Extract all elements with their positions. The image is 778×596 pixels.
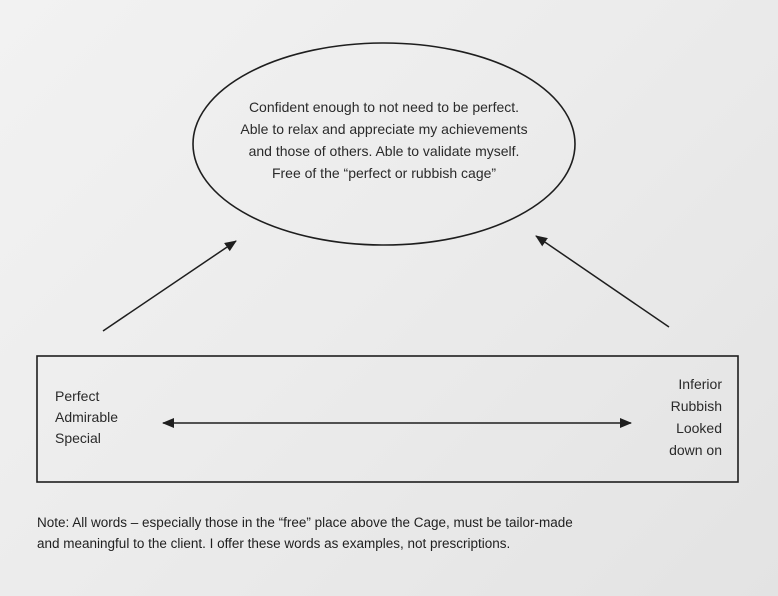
cage-right-word: Inferior bbox=[678, 376, 722, 392]
cage-right-word: Rubbish bbox=[670, 398, 722, 414]
cage-left-word: Admirable bbox=[55, 409, 119, 425]
cage-right-word: down on bbox=[669, 442, 722, 458]
cage-right-word: Looked bbox=[676, 420, 722, 436]
cage-right-words bbox=[669, 373, 722, 461]
footnote bbox=[37, 512, 737, 554]
free-place-line: and those of others. Able to validate myself. bbox=[248, 143, 520, 159]
footnote-line: and meaningful to the client. I offer these words as examples, not prescriptions. bbox=[37, 536, 511, 551]
cage-left-word: Perfect bbox=[55, 388, 100, 404]
free-place-line: Free of the “perfect or rubbish cage” bbox=[271, 165, 497, 181]
free-place-line: Confident enough to not need to be perfect. bbox=[248, 99, 520, 115]
right-up-arrow bbox=[536, 236, 669, 327]
free-place-text bbox=[200, 96, 568, 184]
footnote-line: Note: All words – especially those in the “free” place above the Cage, must be tailor-made bbox=[37, 515, 573, 530]
cage-left-word: Special bbox=[55, 430, 101, 446]
free-place-line: Able to relax and appreciate my achievements bbox=[240, 121, 528, 137]
left-up-arrow bbox=[103, 241, 236, 331]
cage-left-words bbox=[55, 386, 118, 449]
cage-box bbox=[37, 356, 738, 482]
